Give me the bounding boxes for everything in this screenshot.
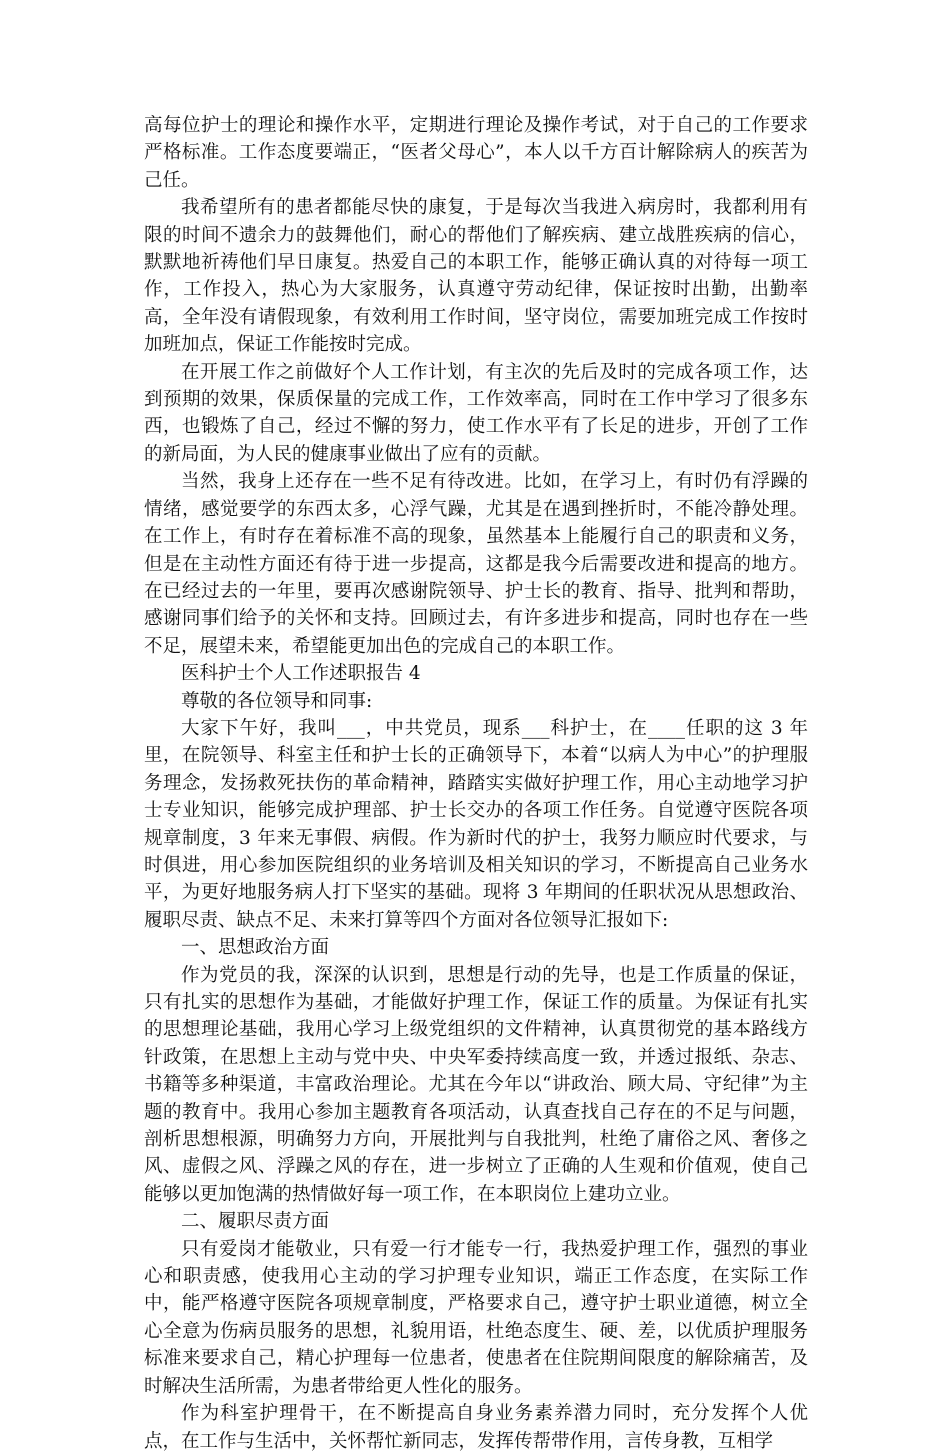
paragraph-intro: 大家下午好，我叫___，中共党员，现系___科护士，在____任职的这 3 年里，在院领导、科室主任和护士长的正确领导下，本着“以病人为中心”的护理服务理念，发扬救死扶伤的革命精神，踏踏实实做好护理工作，用心主动地学习护士专业知识，能够完成护理部、护士长交办的各项工作任务。自觉遵守医院各项规章制度，3 年来无事假、病假。作为新时代的护士，我努力顺应时代要求，与时俱进，用心参加医院组织的业务培训及相关知识的学习，不断提高自己业务水平，为更好地服务病人打下坚实的基础。现将 3 年期间的任职状况从思想政治、履职尽责、缺点不足、未来打算等四个方面对各位领导汇报如下:	[144, 717, 808, 931]
section-title-report-4: 医科护士个人工作述职报告 4	[181, 663, 421, 685]
heading-duties: 二、履职尽责方面	[181, 1211, 330, 1233]
paragraph-duties: 只有爱岗才能敬业，只有爱一行才能专一行，我热爱护理工作，强烈的事业心和职责感，使我用心主动的学习护理专业知识，端正工作态度，在实际工作中，能严格遵守医院各项规章制度，严格要求自己，遵守护士职业道德，树立全心全意为伤病员服务的思想，礼貌用语，杜绝态度生、硬、差，以优质护理服务标准来要求自己，精心护理每一位患者，使患者在住院期间限度的解除痛苦，及时解决生活所需，为患者带给更人性化的服务。	[144, 1238, 808, 1397]
paragraph-political: 作为党员的我，深深的认识到，思想是行动的先导，也是工作质量的保证，只有扎实的思想作为基础，才能做好护理工作，保证工作的质量。为保证有扎实的思想理论基础，我用心学习上级党组织的文件精神，认真贯彻党的基本路线方针政策，在思想上主动与党中央、中央军委持续高度一致，并透过报纸、杂志、书籍等多种渠道，丰富政治理论。尤其在今年以“讲政治、顾大局、守纪律”为主题的教育中。我用心参加主题教育各项活动，认真查找自己存在的不足与问题，剖析思想根源，明确努力方向，开展批判与自我批判，杜绝了庸俗之风、奢侈之风、虚假之风、浮躁之风的存在，进一步树立了正确的人生观和价值观，使自己能够以更加饱满的热情做好每一项工作，在本职岗位上建功立业。	[144, 964, 808, 1205]
salutation: 尊敬的各位领导和同事:	[181, 690, 373, 712]
paragraph-4: 当然，我身上还存在一些不足有待改进。比如，在学习上，有时仍有浮躁的情绪，感觉要学的东西太多，心浮气躁，尤其是在遇到挫折时，不能冷静处理。在工作上，有时存在着标准不高的现象，虽然基本上能履行自己的职责和义务，但是在主动性方面还有待于进一步提高，这都是我今后需要改进和提高的地方。在已经过去的一年里，要再次感谢院领导、护士长的教育、指导、批判和帮助，感谢同事们给予的关怀和支持。回顾过去，有许多进步和提高，同时也存在一些不足，展望未来，希望能更加出色的完成自己的本职工作。	[144, 471, 808, 657]
document-page	[144, 112, 808, 1455]
paragraph-2: 我希望所有的患者都能尽快的康复，于是每次当我进入病房时，我都利用有限的时间不遗余力的鼓舞他们，耐心的帮他们了解疾病、建立战胜疾病的信心，默默地祈祷他们早日康复。热爱自己的本职工作，能够正确认真的对待每一项工作，工作投入，热心为大家服务，认真遵守劳动纪律，保证按时出勤，出勤率高，全年没有请假现象，有效利用工作时间，坚守岗位，需要加班完成工作按时加班加点，保证工作能按时完成。	[144, 197, 808, 356]
paragraph-3: 在开展工作之前做好个人工作计划，有主次的先后及时的完成各项工作，达到预期的效果，保质保量的完成工作，工作效率高，同时在工作中学习了很多东西，也锻炼了自己，经过不懈的努力，使工作水平有了长足的进步，开创了工作的新局面，为人民的健康事业做出了应有的贡献。	[144, 361, 808, 465]
heading-political: 一、思想政治方面	[181, 937, 330, 959]
paragraph-backbone: 作为科室护理骨干，在不断提高自身业务素养潜力同时，充分发挥个人优点，在工作与生活中，关怀帮忙新同志，发挥传帮带作用，言传身教，互相学	[144, 1403, 808, 1452]
paragraph-1: 高每位护士的理论和操作水平，定期进行理论及操作考试，对于自己的工作要求严格标准。工作态度要端正，“医者父母心”，本人以千方百计解除病人的疾苦为己任。	[144, 115, 808, 191]
